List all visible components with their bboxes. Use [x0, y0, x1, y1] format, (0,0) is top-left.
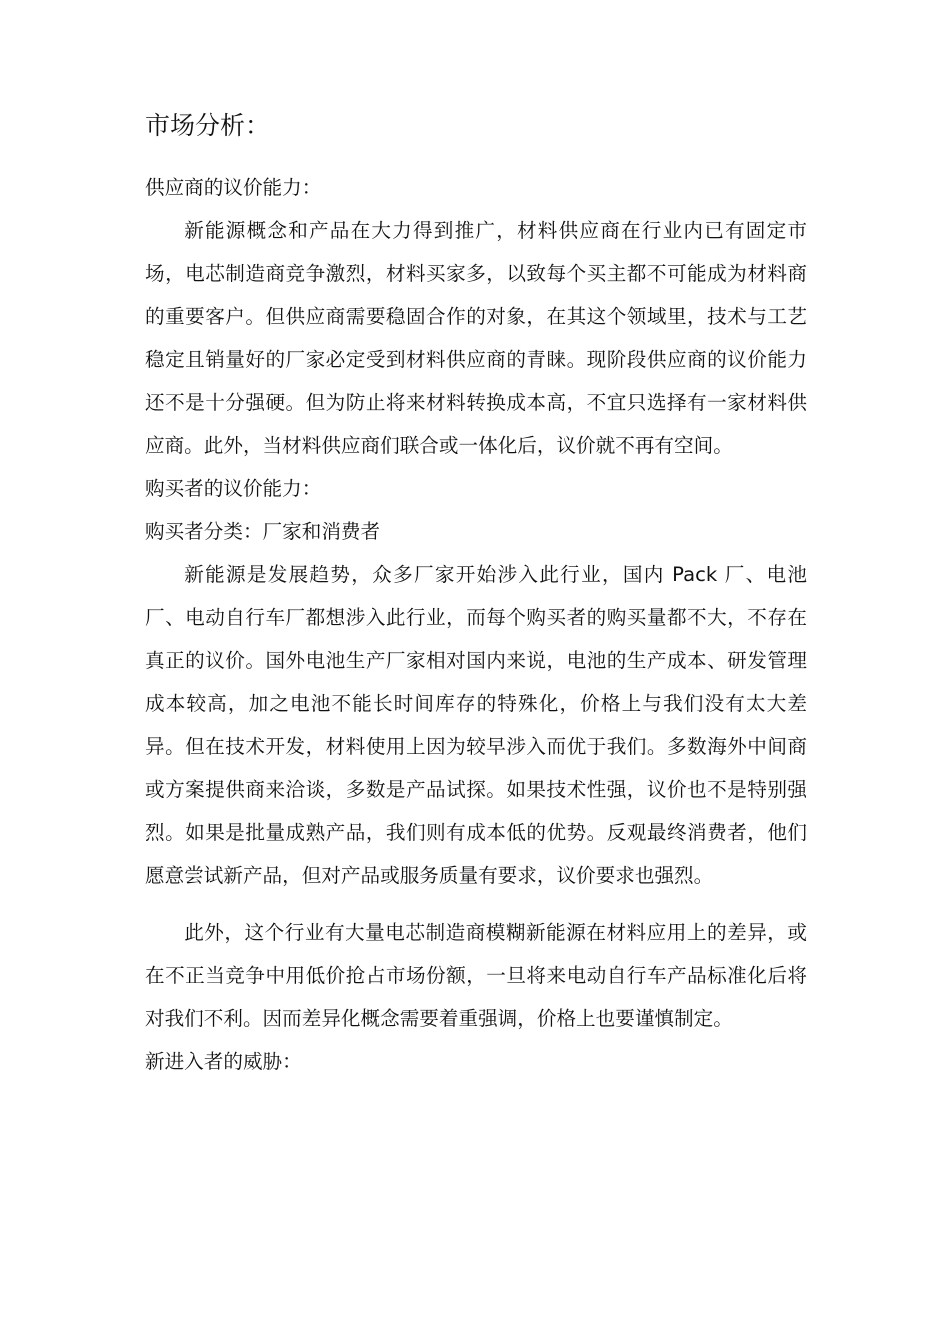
- paragraph-buyer: 新能源是发展趋势，众多厂家开始涉入此行业，国内 Pack 厂、电池厂、电动自行车厂都想涉入此行业，而每个购买者的购买量都不大，不存在真正的议价。国外电池生产厂家相对国内来说，电池的生产成本、研发管理成本较高，加之电池不能长时间库存的特殊化，价格上与我们没有太大差异。但在技术开发，材料使用上因为较早涉入而优于我们。多数海外中间商或方案提供商来洽谈，多数是产品试探。如果技术性强，议价也不是特别强烈。如果是批量成熟产品，我们则有成本低的优势。反观最终消费者，他们愿意尝试新产品，但对产品或服务质量有要求，议价要求也强烈。: [145, 563, 807, 887]
- document-body: [145, 104, 807, 1083]
- buyer-category-line: 购买者分类：厂家和消费者: [145, 520, 381, 543]
- paragraph-additional: 此外，这个行业有大量电芯制造商模糊新能源在材料应用上的差异，或在不正当竞争中用低价抢占市场份额，一旦将来电动自行车产品标准化后将对我们不利。因而差异化概念需要着重强调，价格上也要谨慎制定。: [145, 921, 807, 1030]
- section-heading-new-entrants: 新进入者的威胁：: [145, 1050, 302, 1073]
- section-heading-supplier: 供应商的议价能力：: [145, 176, 322, 199]
- section-heading-buyer: 购买者的议价能力：: [145, 477, 322, 500]
- page-title: 市场分析：: [145, 111, 271, 140]
- paragraph-supplier: 新能源概念和产品在大力得到推广，材料供应商在行业内已有固定市场，电芯制造商竞争激烈，材料买家多，以致每个买主都不可能成为材料商的重要客户。但供应商需要稳固合作的对象，在其这个领域里，技术与工艺稳定且销量好的厂家必定受到材料供应商的青睐。现阶段供应商的议价能力还不是十分强硬。但为防止将来材料转换成本高，不宜只选择有一家材料供应商。此外，当材料供应商们联合或一体化后，议价就不再有空间。: [145, 219, 807, 457]
